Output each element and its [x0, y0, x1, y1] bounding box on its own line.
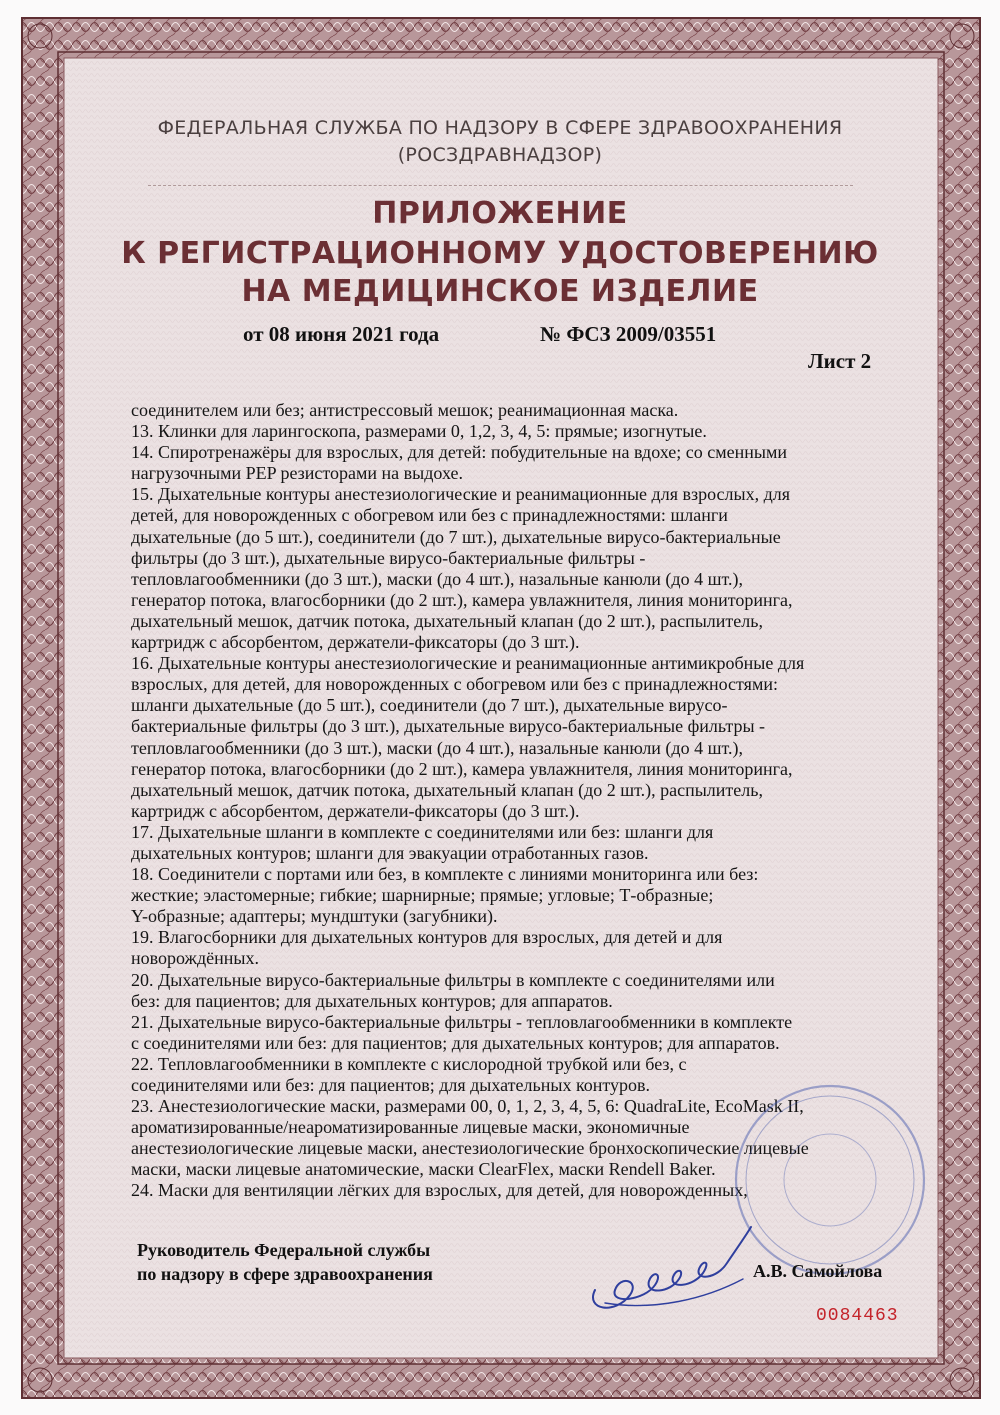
body-line: взрослых, для детей, для новорожденных с обогревом или без с принадлежностями:: [131, 674, 778, 695]
body-line: с соединителями или без: для пациентов; для дыхательных контуров; для аппаратов.: [131, 1032, 780, 1053]
body-line: нагрузочными PEP резисторами на выдохе.: [131, 463, 464, 484]
body-line: дыхательных контуров; шланги для эвакуации отработанных газов.: [131, 842, 649, 863]
document-title-line-3: НА МЕДИЦИНСКОЕ ИЗДЕЛИЕ: [241, 274, 759, 309]
registration-number: № ФСЗ 2009/03551: [540, 322, 717, 346]
body-line: соединителями или без: для пациентов; для дыхательных контуров.: [131, 1075, 651, 1095]
sheet-number: Лист 2: [808, 349, 872, 373]
agency-short-name: (РОСЗДРАВНАДЗОР): [397, 144, 603, 166]
body-line: картридж с абсорбентом, держатели-фиксаторы (до 3 шт.).: [131, 632, 580, 653]
body-line: картридж с абсорбентом, держатели-фиксаторы (до 3 шт.).: [131, 800, 580, 821]
body-line: генератор потока, влагосборники (до 2 шт.), камера увлажнителя, линия мониторинга,: [131, 589, 793, 610]
document-title-line-2: К РЕГИСТРАЦИОННОМУ УДОСТОВЕРЕНИЮ: [121, 236, 879, 271]
body-line: 21. Дыхательные вирусо-бактериальные фильтры - тепловлагообменники в комплекте: [131, 1011, 793, 1032]
body-line: без: для пациентов; для дыхательных контуров; для аппаратов.: [131, 990, 613, 1011]
signatory-role: [137, 1238, 433, 1286]
body-line: генератор потока, влагосборники (до 2 шт.), камера увлажнителя, линия мониторинга,: [131, 758, 793, 779]
body-line: жесткие; эластомерные; гибкие; шарнирные; прямые; угловые; Т-образные;: [131, 885, 714, 906]
body-line: соединителем или без; антистрессовый мешок; реанимационная маска.: [131, 400, 679, 420]
body-line: 14. Спиротренажёры для взрослых, для детей: побудительные на вдохе; со сменными: [131, 442, 788, 463]
signatory-name: А.В. Самойлова: [753, 1261, 883, 1281]
body-line: фильтры (до 3 шт.), дыхательные вирусо-бактериальные фильтры -: [131, 547, 646, 568]
body-line: 18. Соединители с портами или без, в комплекте с линиями мониторинга или без:: [131, 864, 759, 885]
body-line: 15. Дыхательные контуры анестезиологические и реанимационные для взрослых, для: [131, 484, 791, 505]
body-line: новорождённых.: [131, 948, 260, 969]
body-line: детей, для новорожденных с обогревом или без с принадлежностями: шланги: [131, 505, 728, 526]
agency-name: ФЕДЕРАЛЬНАЯ СЛУЖБА ПО НАДЗОРУ В СФЕРЕ ЗДРАВООХРАНЕНИЯ: [157, 117, 843, 139]
body-line: маски, маски лицевые анатомические, маски ClearFlex, маски Rendell Baker.: [131, 1159, 716, 1180]
header-divider: [148, 185, 853, 186]
body-line: бактериальные фильтры (до 3 шт.), дыхательные вирусо-бактериальные фильтры -: [131, 716, 766, 737]
signatory-role-line-2: по надзору в сфере здравоохранения: [137, 1264, 433, 1284]
body-line: 24. Маски для вентиляции лёгких для взрослых, для детей, для новорожденных,: [131, 1180, 748, 1201]
body-line: анестезиологические лицевые маски, анестезиологические бронхоскопические лицевые: [131, 1138, 809, 1159]
body-line: дыхательный мешок, датчик потока, дыхательный клапан (до 2 шт.), распылитель,: [131, 610, 763, 631]
body-line: 22. Тепловлагообменники в комплекте с кислородной трубкой или без, с: [131, 1053, 687, 1074]
body-line: ароматизированные/неароматизированные лицевые маски, экономичные: [131, 1117, 690, 1138]
body-line: дыхательный мешок, датчик потока, дыхательный клапан (до 2 шт.), распылитель,: [131, 779, 763, 800]
issue-date: от 08 июня 2021 года: [243, 322, 440, 346]
body-line: тепловлагообменники (до 3 шт.), маски (до 4 шт.), назальные канюли (до 4 шт.),: [131, 737, 743, 758]
body-line: 13. Клинки для ларингоскопа, размерами 0, 1,2, 3, 4, 5: прямые; изогнутые.: [131, 421, 707, 442]
body-line: 20. Дыхательные вирусо-бактериальные фильтры в комплекте с соединителями или: [131, 969, 775, 990]
body-line: 23. Анестезиологические маски, размерами 00, 0, 1, 2, 3, 4, 5, 6: QuadraLite, EcoMask II,: [131, 1096, 804, 1117]
body-line: дыхательные (до 5 шт.), соединители (до 7 шт.), дыхательные вирусо-бактериальные: [131, 526, 781, 547]
document-title-line-1: ПРИЛОЖЕНИЕ: [372, 196, 628, 231]
signatory-role-line-1: Руководитель Федеральной службы: [137, 1240, 431, 1260]
body-line: 16. Дыхательные контуры анестезиологические и реанимационные антимикробные для: [131, 653, 805, 674]
handwritten-signature: [575, 1215, 765, 1325]
body-line: тепловлагообменники (до 3 шт.), маски (до 4 шт.), назальные канюли (до 4 шт.),: [131, 568, 743, 589]
body-line: шланги дыхательные (до 5 шт.), соединители (до 7 шт.), дыхательные вирусо-: [131, 695, 728, 716]
body-line: 17. Дыхательные шланги в комплекте с соединителями или без: шланги для: [131, 821, 714, 842]
body-line: 19. Влагосборники для дыхательных контуров для взрослых, для детей и для: [131, 927, 723, 948]
serial-number: 0084463: [816, 1306, 899, 1326]
body-line: Y-образные; адаптеры; мундштуки (загубники).: [131, 906, 498, 927]
